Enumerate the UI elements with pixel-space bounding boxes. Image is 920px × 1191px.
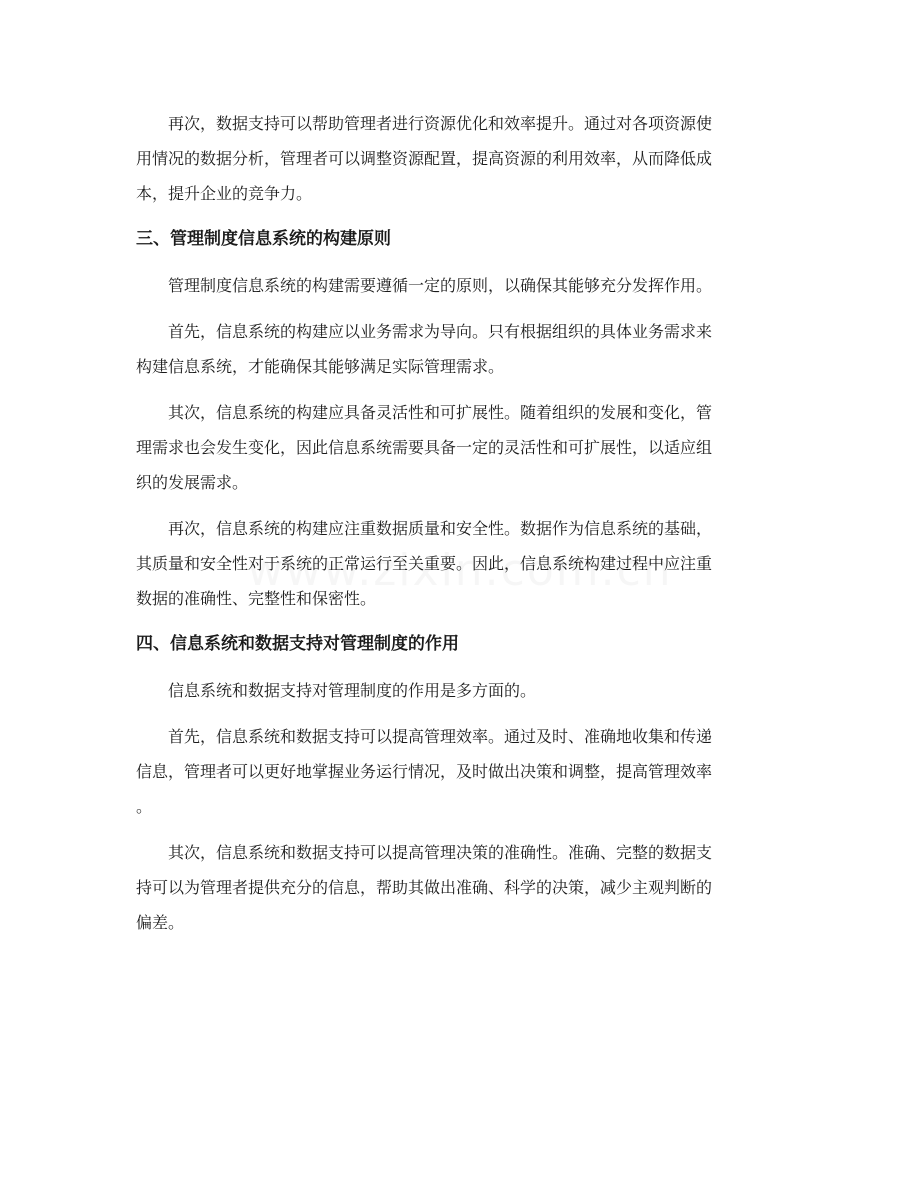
paragraph-line: 再次，信息系统的构建应注重数据质量和安全性。数据作为信息系统的基础， [168,519,713,538]
paragraph-line: 织的发展需求。 [136,473,249,492]
paragraph-line: 构建信息系统，才能确保其能够满足实际管理需求。 [136,357,505,376]
paragraph-line: 再次，数据支持可以帮助管理者进行资源优化和效率提升。通过对各项资源使 [168,114,713,133]
paragraph-line: 。 [136,797,153,816]
paragraph-line: 首先，信息系统和数据支持可以提高管理效率。通过及时、准确地收集和传递 [168,727,713,746]
paragraph-line: 理需求也会发生变化，因此信息系统需要具备一定的灵活性和可扩展性，以适应组 [136,438,713,457]
section-heading: 四、信息系统和数据支持对管理制度的作用 [136,634,459,654]
paragraph-line: 其次，信息系统和数据支持可以提高管理决策的准确性。准确、完整的数据支 [168,843,713,862]
paragraph [136,268,796,303]
paragraph [136,835,796,940]
paragraph-line: 偏差。 [136,913,185,932]
paragraph-line: 首先，信息系统的构建应以业务需求为导向。只有根据组织的具体业务需求来 [168,322,713,341]
paragraph [136,314,796,384]
paragraph [136,719,796,824]
document-body [136,106,796,940]
paragraph [136,395,796,500]
paragraph [136,673,796,708]
paragraph [136,511,796,616]
paragraph-line: 用情况的数据分析，管理者可以调整资源配置，提高资源的利用效率，从而降低成 [136,149,713,168]
paragraph-line: 数据的准确性、完整性和保密性。 [136,589,377,608]
paragraph-line: 其次，信息系统的构建应具备灵活性和可扩展性。随着组织的发展和变化，管 [168,403,713,422]
paragraph-line: 持可以为管理者提供充分的信息，帮助其做出准确、科学的决策，减少主观判断的 [136,878,713,897]
paragraph-line: 管理制度信息系统的构建需要遵循一定的原则，以确保其能够充分发挥作用。 [168,276,713,295]
section-heading: 三、管理制度信息系统的构建原则 [136,229,391,249]
paragraph [136,106,796,211]
paragraph-line: 本，提升企业的竞争力。 [136,184,313,203]
paragraph-line: 其质量和安全性对于系统的正常运行至关重要。因此，信息系统构建过程中应注重 [136,554,713,573]
paragraph-line: 信息，管理者可以更好地掌握业务运行情况，及时做出决策和调整，提高管理效率 [136,762,713,781]
paragraph-line: 信息系统和数据支持对管理制度的作用是多方面的。 [168,681,537,700]
